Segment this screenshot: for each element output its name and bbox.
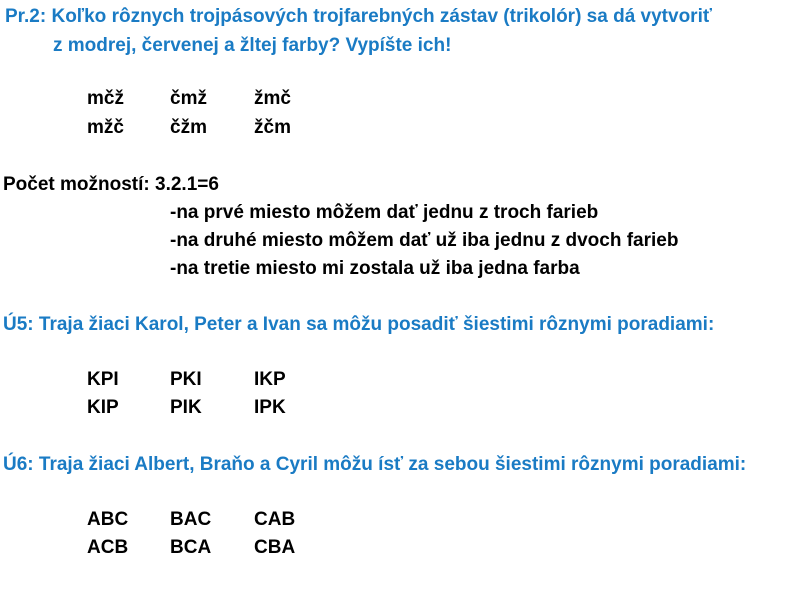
ordering-item: CBA bbox=[254, 537, 296, 558]
ordering-item: KPI bbox=[87, 369, 119, 390]
ordering-item: ABC bbox=[87, 509, 129, 530]
count-label: Počet možností: 3.2.1=6 bbox=[3, 174, 219, 195]
count-note-1: -na prvé miesto môžem dať jednu z troch farieb bbox=[170, 202, 599, 223]
ordering-item: BAC bbox=[170, 509, 212, 530]
ordering-item: CAB bbox=[254, 509, 296, 530]
u6-heading: Ú6: Traja žiaci Albert, Braňo a Cyril môžu ísť za sebou šiestimi rôznymi poradiami: bbox=[3, 454, 747, 475]
combination-item: čmž bbox=[170, 88, 207, 109]
count-note-2: -na druhé miesto môžem dať už iba jednu z dvoch farieb bbox=[170, 230, 679, 251]
combination-item: žmč bbox=[254, 88, 291, 109]
combination-item: mžč bbox=[87, 117, 124, 138]
combination-item: čžm bbox=[170, 117, 207, 138]
ordering-item: PIK bbox=[170, 397, 202, 418]
u5-heading: Ú5: Traja žiaci Karol, Peter a Ivan sa môžu posadiť šiestimi rôznymi poradiami: bbox=[3, 314, 715, 335]
ordering-item: KIP bbox=[87, 397, 119, 418]
combination-item: mčž bbox=[87, 88, 124, 109]
ordering-item: BCA bbox=[170, 537, 212, 558]
count-note-3: -na tretie miesto mi zostala už iba jedna farba bbox=[170, 258, 580, 279]
ordering-item: PKI bbox=[170, 369, 202, 390]
ordering-item: IPK bbox=[254, 397, 286, 418]
problem-heading-line2: z modrej, červenej a žltej farby? Vypíšte ich! bbox=[53, 35, 452, 56]
ordering-item: IKP bbox=[254, 369, 286, 390]
combination-item: žčm bbox=[254, 117, 291, 138]
problem-heading-line1: Pr.2: Koľko rôznych trojpásových trojfarebných zástav (trikolór) sa dá vytvoriť bbox=[5, 6, 712, 27]
ordering-item: ACB bbox=[87, 537, 129, 558]
